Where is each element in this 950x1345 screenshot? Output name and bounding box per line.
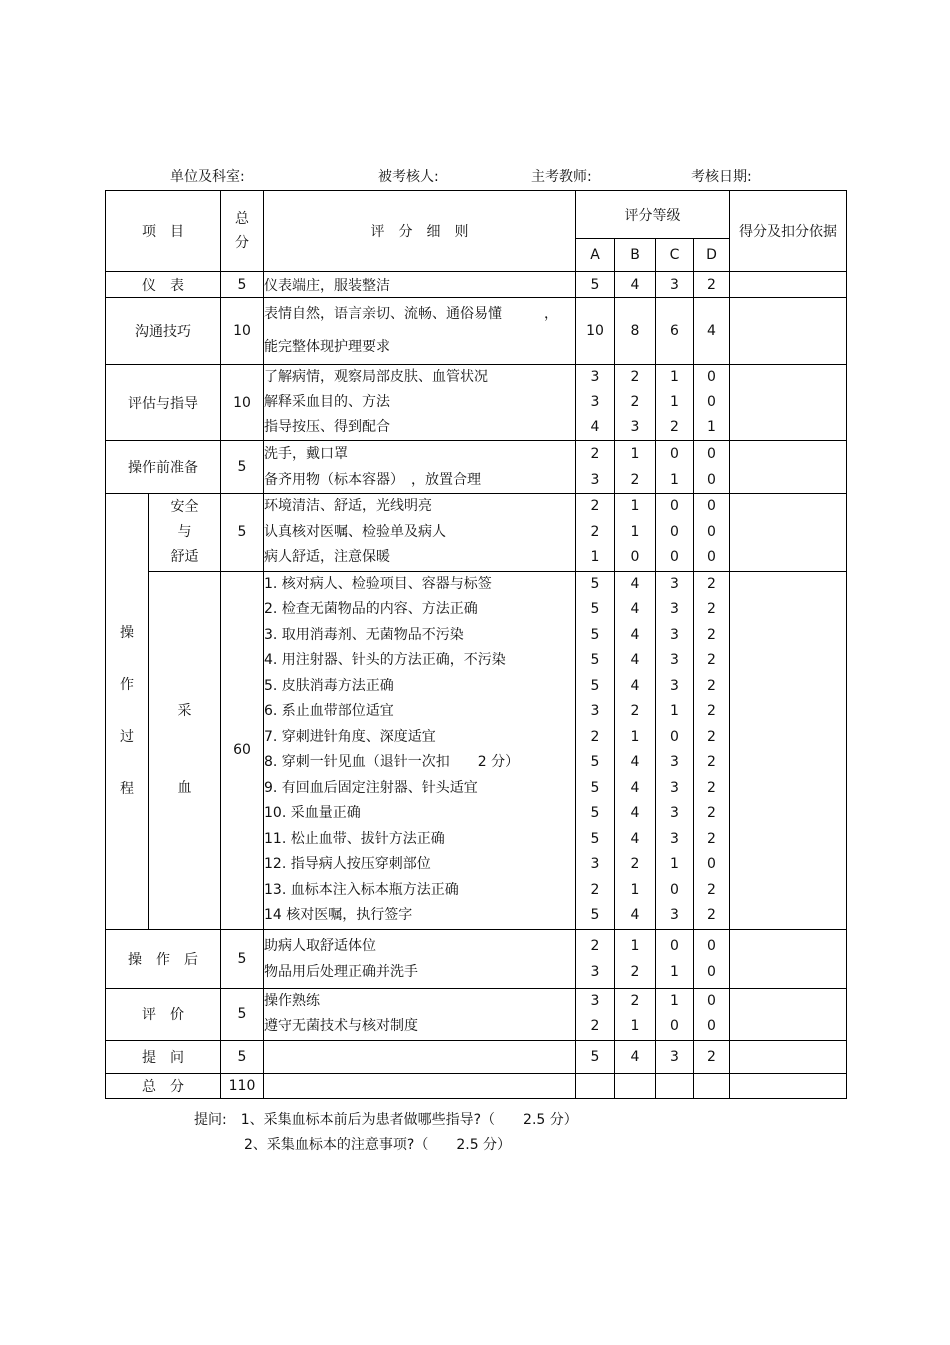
- rule-detail: 操作熟练 遵守无菌技术与核对制度: [264, 988, 576, 1040]
- item-total: 5: [221, 441, 264, 494]
- row-questions: [106, 1040, 847, 1073]
- grade-c: [656, 1073, 694, 1098]
- rule-detail: [264, 1040, 576, 1073]
- grade-b: 2 2 3: [615, 365, 656, 441]
- item-total: 5: [221, 1040, 264, 1073]
- grade-a: 2 3: [576, 929, 615, 988]
- row-blood-collection: [106, 571, 847, 929]
- row-preparation: [106, 441, 847, 494]
- grade-c: 0 1: [656, 929, 694, 988]
- rules-header: 评 分 细 则: [264, 191, 576, 272]
- scoring-table: [105, 190, 847, 1099]
- examiner-label: 主考教师:: [531, 169, 592, 185]
- score-cell: [730, 1040, 847, 1073]
- score-cell: [730, 441, 847, 494]
- grade-a: [576, 1073, 615, 1098]
- grade-c: 1 0: [656, 988, 694, 1040]
- question-2: 2、采集血标本的注意事项?（ 2.5 分）: [244, 1137, 512, 1153]
- rule-detail: 表情自然，语言亲切、流畅、通俗易懂 ， 能完整体现护理要求: [264, 298, 576, 365]
- grade-d: [694, 1073, 730, 1098]
- grade-a: 10: [576, 298, 615, 365]
- row-communication: [106, 298, 847, 365]
- date-label: 考核日期:: [691, 169, 752, 185]
- grade-header: 评分等级: [576, 191, 730, 239]
- row-evaluation: [106, 988, 847, 1040]
- item-total: 110: [221, 1073, 264, 1098]
- grade-a: 2 2 1: [576, 494, 615, 572]
- score-cell: [730, 1073, 847, 1098]
- grade-c: 0 1: [656, 441, 694, 494]
- grade-d: 0 0: [694, 929, 730, 988]
- rule-detail: [264, 1073, 576, 1098]
- grade-c: 1 1 2: [656, 365, 694, 441]
- score-cell: [730, 988, 847, 1040]
- total-header: 总 分: [221, 191, 264, 272]
- grade-c: 3: [656, 272, 694, 298]
- grade-a: 5: [576, 1040, 615, 1073]
- item-name: 操作前准备: [106, 441, 221, 494]
- grade-c: 6: [656, 298, 694, 365]
- row-after: [106, 929, 847, 988]
- item-name: 评估与指导: [106, 365, 221, 441]
- item-total: 5: [221, 272, 264, 298]
- grade-a: 3 3 4: [576, 365, 615, 441]
- grade-b: 1 1 0: [615, 494, 656, 572]
- grade-b: 2 1: [615, 988, 656, 1040]
- item-name: 总 分: [106, 1073, 221, 1098]
- score-cell: [730, 365, 847, 441]
- grade-d: 0 0: [694, 441, 730, 494]
- score-cell: [730, 571, 847, 929]
- grade-b: 4: [615, 272, 656, 298]
- grade-b: 4: [615, 1040, 656, 1073]
- examinee-label: 被考核人:: [378, 169, 439, 185]
- rule-detail: 仪表端庄，服装整洁: [264, 272, 576, 298]
- grade-c: 0 0 0: [656, 494, 694, 572]
- rule-detail: 助病人取舒适体位 物品用后处理正确并洗手: [264, 929, 576, 988]
- score-cell: [730, 298, 847, 365]
- grade-a: 5 5 5 5 5 3 2 5 5 5 5 3 2 5: [576, 571, 615, 929]
- question-1: 提问: 1、采集血标本前后为患者做哪些指导?（ 2.5 分）: [194, 1112, 578, 1128]
- score-cell: [730, 494, 847, 572]
- item-name: 仪 表: [106, 272, 221, 298]
- grade-d: 2: [694, 272, 730, 298]
- grade-b: 4 4 4 4 4 2 1 4 4 4 4 2 1 4: [615, 571, 656, 929]
- item-total: 10: [221, 298, 264, 365]
- grade-d: 0 0 0: [694, 494, 730, 572]
- grade-c: 3: [656, 1040, 694, 1073]
- grade-d: 4: [694, 298, 730, 365]
- blood-label: 采 血: [149, 571, 221, 929]
- grade-b: 1 2: [615, 441, 656, 494]
- process-label: 操 作 过 程: [106, 494, 149, 930]
- grade-a: 3 2: [576, 988, 615, 1040]
- grade-b: [615, 1073, 656, 1098]
- safety-label: 安全 与 舒适: [149, 494, 221, 572]
- item-total: 10: [221, 365, 264, 441]
- grade-b-header: B: [615, 239, 656, 272]
- row-safety: [106, 494, 847, 572]
- row-total: [106, 1073, 847, 1098]
- score-cell: [730, 929, 847, 988]
- row-assessment: [106, 365, 847, 441]
- item-total: 60: [221, 571, 264, 929]
- item-total: 5: [221, 988, 264, 1040]
- item-total: 5: [221, 929, 264, 988]
- item-name: 沟通技巧: [106, 298, 221, 365]
- unit-label: 单位及科室:: [170, 169, 245, 185]
- item-name: 提 问: [106, 1040, 221, 1073]
- header-row: [106, 191, 847, 239]
- grade-c-header: C: [656, 239, 694, 272]
- grade-d: 0 0: [694, 988, 730, 1040]
- item-header: 项 目: [106, 191, 221, 272]
- grade-d-header: D: [694, 239, 730, 272]
- grade-a-header: A: [576, 239, 615, 272]
- grade-b: 8: [615, 298, 656, 365]
- grade-b: 1 2: [615, 929, 656, 988]
- rule-detail: 洗手，戴口罩 备齐用物（标本容器） ，放置合理: [264, 441, 576, 494]
- basis-header: 得分及扣分依据: [730, 191, 847, 272]
- grade-d: 2: [694, 1040, 730, 1073]
- row-appearance: [106, 272, 847, 298]
- item-name: 操 作 后: [106, 929, 221, 988]
- item-name: 评 价: [106, 988, 221, 1040]
- rule-detail: 了解病情，观察局部皮肤、血管状况 解释采血目的、方法 指导按压、得到配合: [264, 365, 576, 441]
- rule-detail: 环境清洁、舒适，光线明亮 认真核对医嘱、检验单及病人 病人舒适，注意保暖: [264, 494, 576, 572]
- grade-c: 3 3 3 3 3 1 0 3 3 3 3 1 0 3: [656, 571, 694, 929]
- rule-detail: 1. 核对病人、检验项目、容器与标签 2. 检查无菌物品的内容、方法正确 3. 取用消毒剂、无菌物品不污染 4. 用注射器、针头的方法正确，不污染 5. 皮肤消毒方法正确 6. 系止血带部位适宜 7. 穿刺进针角度、深度适宜 8. 穿刺一针见血（退针一次扣 2 分） 9. 有回血后固定注射器、针头适宜 10. 采血量正确 11. 松止血带、拔针方法正确 12. 指导病人按压穿刺部位 13. 血标本注入标本瓶方法正确 14 核对医嘱，执行签字: [264, 571, 576, 929]
- grade-d: 2 2 2 2 2 2 2 2 2 2 2 0 2 2: [694, 571, 730, 929]
- grade-a: 2 3: [576, 441, 615, 494]
- grade-a: 5: [576, 272, 615, 298]
- item-total: 5: [221, 494, 264, 572]
- score-cell: [730, 272, 847, 298]
- grade-d: 0 0 1: [694, 365, 730, 441]
